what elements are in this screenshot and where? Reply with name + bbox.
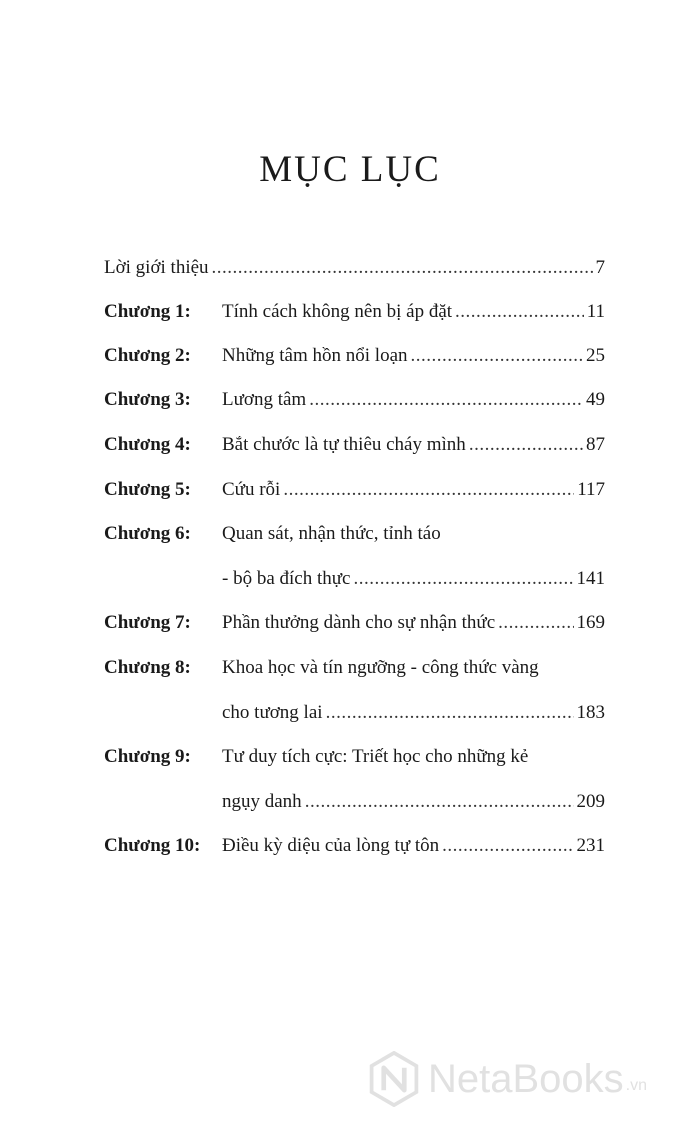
toc-page-number: 25: [586, 345, 605, 366]
toc-entry-text: Tư duy tích cực: Triết học cho những kẻ: [222, 746, 529, 767]
toc-entry-first-line: [222, 654, 605, 682]
netabooks-logo-icon: [366, 1051, 422, 1107]
toc-entry-text: Lương tâm: [222, 389, 307, 410]
toc-page-number: 11: [586, 301, 605, 322]
chapter-label: Chương 7:: [104, 612, 191, 633]
dot-leader: [469, 431, 583, 459]
dot-leader: [283, 476, 574, 504]
toc-chapter-7[interactable]: [104, 609, 605, 637]
toc-chapter-4[interactable]: [104, 431, 605, 459]
toc-chapter-3[interactable]: [104, 386, 605, 414]
toc-chapter-6[interactable]: [104, 520, 605, 548]
toc-page-number: 49: [586, 389, 605, 410]
toc-entry: [104, 254, 605, 282]
toc-page-number: 7: [595, 257, 605, 278]
toc-entry: [222, 699, 605, 727]
watermark-suffix: .vn: [625, 1077, 648, 1094]
toc-entry-text: Tính cách không nên bị áp đặt: [222, 301, 453, 322]
chapter-label: Chương 4:: [104, 434, 191, 455]
toc-entry: [222, 386, 605, 414]
dot-leader: [411, 342, 583, 370]
toc-page-number: 117: [577, 479, 605, 500]
toc-entry-text: Cứu rỗi: [222, 479, 281, 500]
dot-leader: [212, 254, 593, 282]
toc-entry-first-line: [222, 520, 605, 548]
toc-entry: [222, 431, 605, 459]
dot-leader: [442, 832, 573, 860]
chapter-label: Chương 9:: [104, 746, 191, 767]
toc-entry-text: ngụy danh: [222, 791, 302, 812]
toc-entry-text: Quan sát, nhận thức, tỉnh táo: [222, 523, 441, 544]
toc-chapter-5[interactable]: [104, 476, 605, 504]
toc-entry-text: - bộ ba đích thực: [222, 568, 351, 589]
chapter-label: Chương 10:: [104, 835, 201, 856]
toc-chapter-9-continuation[interactable]: [104, 788, 605, 816]
chapter-label: Chương 1:: [104, 301, 191, 322]
toc-chapter-8[interactable]: [104, 654, 605, 682]
toc-entry: [222, 832, 605, 860]
dot-leader: [498, 609, 573, 637]
toc-entry-first-line: [222, 743, 605, 771]
toc-chapter-6-continuation[interactable]: [104, 565, 605, 593]
chapter-label: Chương 5:: [104, 479, 191, 500]
toc-page-number: 183: [576, 702, 605, 723]
toc-chapter-2[interactable]: [104, 342, 605, 370]
toc-entry: [222, 565, 605, 593]
toc-entry: [222, 476, 605, 504]
toc-entry: [222, 788, 605, 816]
watermark-brand: NetaBooks: [428, 1056, 624, 1101]
chapter-label: Chương 3:: [104, 389, 191, 410]
toc-page-number: 87: [586, 434, 605, 455]
dot-leader: [305, 788, 574, 816]
chapter-label: Chương 2:: [104, 345, 191, 366]
toc-entry-text: Khoa học và tín ngưỡng - công thức vàng: [222, 657, 539, 678]
chapter-label: Chương 6:: [104, 523, 191, 544]
toc-page-number: 169: [576, 612, 605, 633]
toc-entry-text: Phần thưởng dành cho sự nhận thức: [222, 612, 496, 633]
toc-page-number: 209: [576, 791, 605, 812]
page-title: MỤC LỤC: [259, 149, 441, 190]
toc-entry: [222, 342, 605, 370]
watermark: [366, 1044, 647, 1114]
toc-chapter-9[interactable]: [104, 743, 605, 771]
toc-entry: [222, 298, 605, 326]
toc-page-number: 231: [576, 835, 605, 856]
toc-entry-text: Những tâm hồn nổi loạn: [222, 345, 408, 366]
toc-chapter-1[interactable]: [104, 298, 605, 326]
toc-entry-text: Lời giới thiệu: [104, 257, 209, 278]
dot-leader: [326, 699, 574, 727]
toc-chapter-8-continuation[interactable]: [104, 699, 605, 727]
toc-intro-line[interactable]: [104, 254, 605, 282]
toc-entry-text: cho tương lai: [222, 702, 323, 723]
toc-entry-text: Bắt chước là tự thiêu cháy mình: [222, 434, 466, 455]
toc-entry: [222, 609, 605, 637]
toc-chapter-10[interactable]: [104, 832, 605, 860]
chapter-label: Chương 8:: [104, 657, 191, 678]
dot-leader: [353, 565, 573, 593]
dot-leader: [455, 298, 584, 326]
toc-entry-text: Điều kỳ diệu của lòng tự tôn: [222, 835, 440, 856]
dot-leader: [309, 386, 583, 414]
toc-page-number: 141: [576, 568, 605, 589]
